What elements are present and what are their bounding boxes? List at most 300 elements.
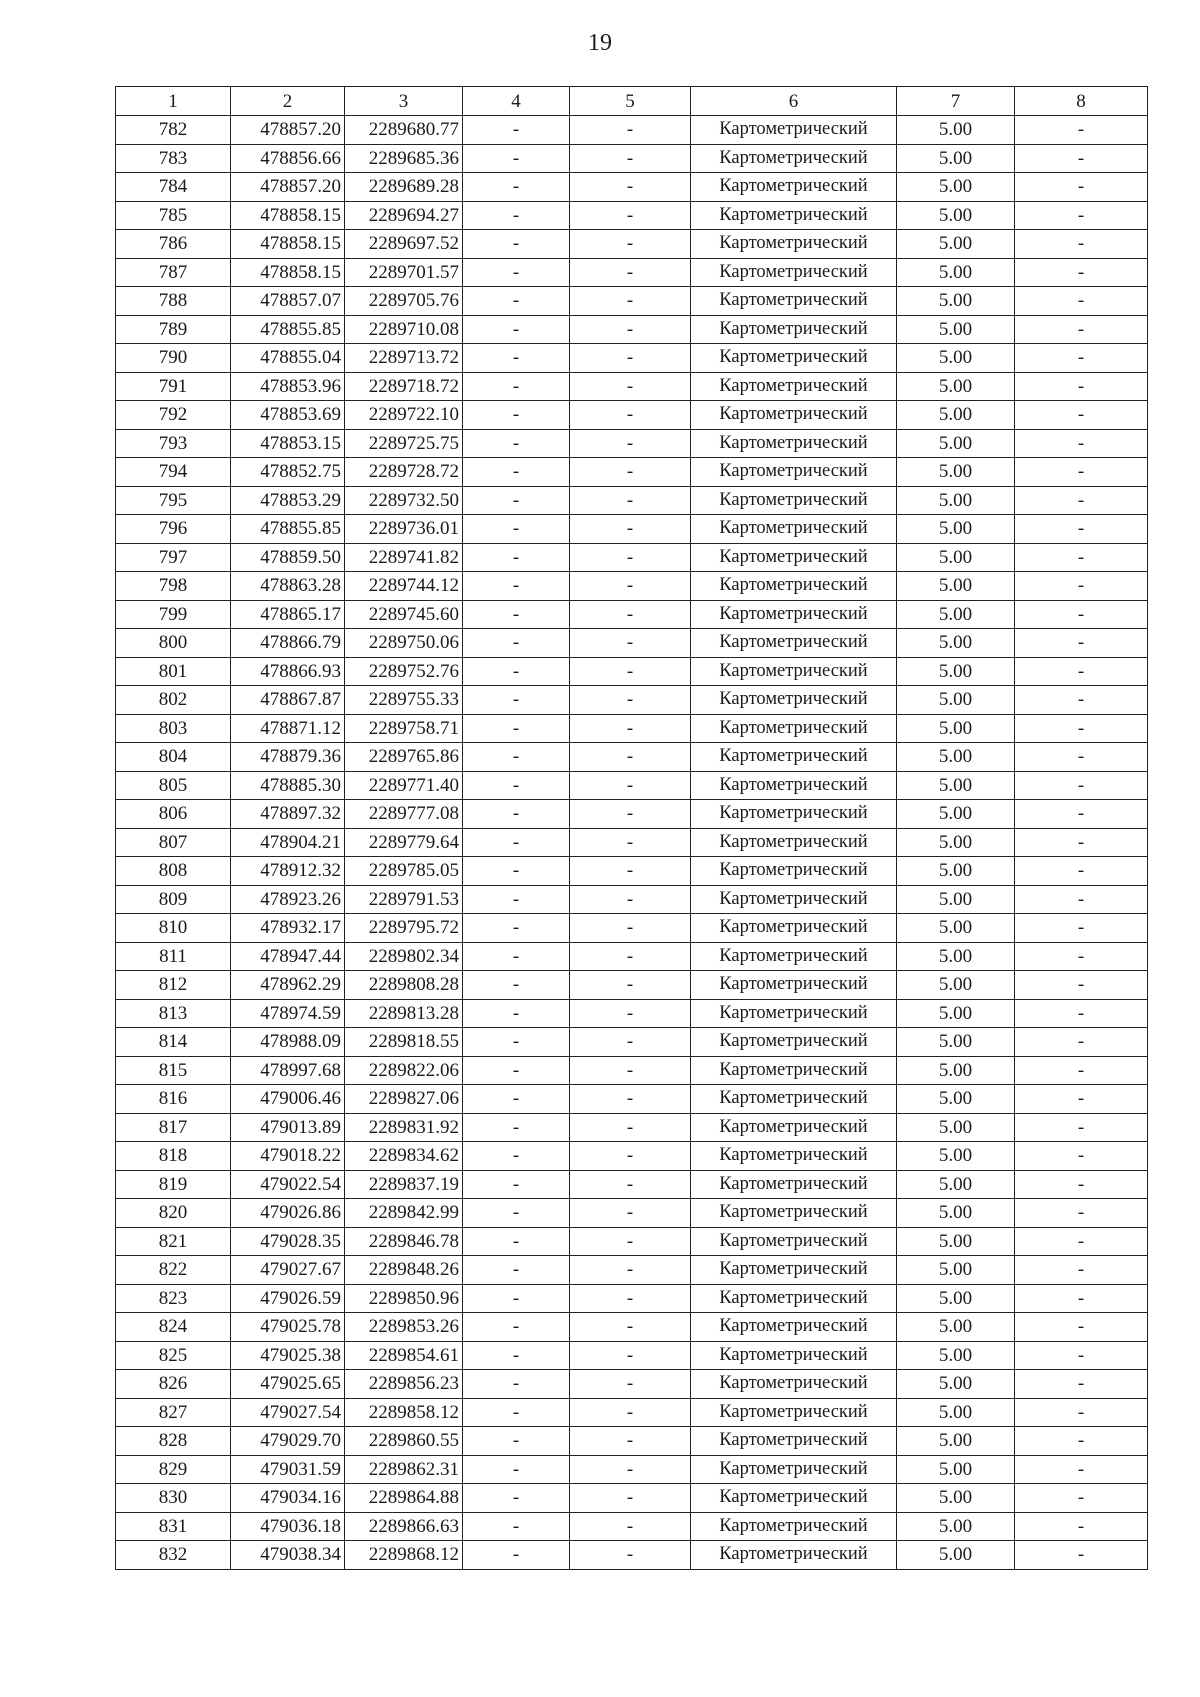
- y-coordinate-cell: 2289785.05: [345, 857, 463, 886]
- y-coordinate-cell: 2289750.06: [345, 629, 463, 658]
- x-coordinate-cell: 478855.85: [231, 515, 345, 544]
- method-cell: Картометрический: [691, 458, 897, 487]
- table-row: [116, 401, 1148, 430]
- y-coordinate-cell: 2289818.55: [345, 1028, 463, 1057]
- y-coordinate-cell: 2289732.50: [345, 486, 463, 515]
- column-8-cell: -: [1015, 657, 1148, 686]
- column-header: 4: [463, 87, 570, 116]
- y-coordinate-cell: 2289694.27: [345, 201, 463, 230]
- y-coordinate-cell: 2289868.12: [345, 1541, 463, 1570]
- point-number-cell: 817: [116, 1113, 231, 1142]
- point-number-cell: 783: [116, 144, 231, 173]
- column-8-cell: -: [1015, 743, 1148, 772]
- method-cell: Картометрический: [691, 1427, 897, 1456]
- column-8-cell: -: [1015, 629, 1148, 658]
- column-4-cell: -: [463, 914, 570, 943]
- accuracy-cell: 5.00: [897, 714, 1015, 743]
- point-number-cell: 822: [116, 1256, 231, 1285]
- column-8-cell: -: [1015, 1484, 1148, 1513]
- column-header: 7: [897, 87, 1015, 116]
- column-8-cell: -: [1015, 1113, 1148, 1142]
- method-cell: Картометрический: [691, 999, 897, 1028]
- y-coordinate-cell: 2289701.57: [345, 258, 463, 287]
- table-row: [116, 258, 1148, 287]
- column-4-cell: -: [463, 372, 570, 401]
- table-row: [116, 942, 1148, 971]
- point-number-cell: 790: [116, 344, 231, 373]
- column-4-cell: -: [463, 1085, 570, 1114]
- x-coordinate-cell: 478858.15: [231, 230, 345, 259]
- accuracy-cell: 5.00: [897, 1512, 1015, 1541]
- accuracy-cell: 5.00: [897, 885, 1015, 914]
- x-coordinate-cell: 478988.09: [231, 1028, 345, 1057]
- point-number-cell: 810: [116, 914, 231, 943]
- y-coordinate-cell: 2289728.72: [345, 458, 463, 487]
- accuracy-cell: 5.00: [897, 1313, 1015, 1342]
- x-coordinate-cell: 479027.67: [231, 1256, 345, 1285]
- column-4-cell: -: [463, 287, 570, 316]
- accuracy-cell: 5.00: [897, 1256, 1015, 1285]
- coordinates-table: [115, 86, 1148, 1570]
- table-row: [116, 344, 1148, 373]
- table-row: [116, 515, 1148, 544]
- column-header: 5: [570, 87, 691, 116]
- column-5-cell: -: [570, 629, 691, 658]
- column-8-cell: -: [1015, 828, 1148, 857]
- x-coordinate-cell: 479027.54: [231, 1398, 345, 1427]
- column-8-cell: -: [1015, 1455, 1148, 1484]
- method-cell: Картометрический: [691, 1455, 897, 1484]
- method-cell: Картометрический: [691, 344, 897, 373]
- table-row: [116, 600, 1148, 629]
- column-5-cell: -: [570, 600, 691, 629]
- y-coordinate-cell: 2289752.76: [345, 657, 463, 686]
- point-number-cell: 801: [116, 657, 231, 686]
- accuracy-cell: 5.00: [897, 686, 1015, 715]
- x-coordinate-cell: 478866.79: [231, 629, 345, 658]
- table-row: [116, 743, 1148, 772]
- x-coordinate-cell: 478853.15: [231, 429, 345, 458]
- column-5-cell: -: [570, 1398, 691, 1427]
- column-8-cell: -: [1015, 1170, 1148, 1199]
- x-coordinate-cell: 478853.69: [231, 401, 345, 430]
- column-4-cell: -: [463, 885, 570, 914]
- point-number-cell: 816: [116, 1085, 231, 1114]
- x-coordinate-cell: 478947.44: [231, 942, 345, 971]
- column-8-cell: -: [1015, 999, 1148, 1028]
- column-8-cell: -: [1015, 230, 1148, 259]
- column-5-cell: -: [570, 999, 691, 1028]
- column-4-cell: -: [463, 600, 570, 629]
- column-4-cell: -: [463, 315, 570, 344]
- y-coordinate-cell: 2289858.12: [345, 1398, 463, 1427]
- column-4-cell: -: [463, 1341, 570, 1370]
- accuracy-cell: 5.00: [897, 600, 1015, 629]
- column-5-cell: -: [570, 857, 691, 886]
- accuracy-cell: 5.00: [897, 1455, 1015, 1484]
- column-5-cell: -: [570, 1113, 691, 1142]
- column-5-cell: -: [570, 429, 691, 458]
- table-row: [116, 572, 1148, 601]
- y-coordinate-cell: 2289725.75: [345, 429, 463, 458]
- method-cell: Картометрический: [691, 1398, 897, 1427]
- column-5-cell: -: [570, 486, 691, 515]
- method-cell: Картометрический: [691, 1284, 897, 1313]
- accuracy-cell: 5.00: [897, 999, 1015, 1028]
- table-body: [116, 116, 1148, 1570]
- accuracy-cell: 5.00: [897, 971, 1015, 1000]
- accuracy-cell: 5.00: [897, 287, 1015, 316]
- method-cell: Картометрический: [691, 1142, 897, 1171]
- y-coordinate-cell: 2289745.60: [345, 600, 463, 629]
- column-4-cell: -: [463, 857, 570, 886]
- method-cell: Картометрический: [691, 857, 897, 886]
- column-8-cell: -: [1015, 287, 1148, 316]
- column-5-cell: -: [570, 144, 691, 173]
- point-number-cell: 806: [116, 800, 231, 829]
- point-number-cell: 789: [116, 315, 231, 344]
- column-8-cell: -: [1015, 429, 1148, 458]
- column-4-cell: -: [463, 657, 570, 686]
- x-coordinate-cell: 478904.21: [231, 828, 345, 857]
- table-row: [116, 914, 1148, 943]
- point-number-cell: 811: [116, 942, 231, 971]
- column-8-cell: -: [1015, 572, 1148, 601]
- column-5-cell: -: [570, 372, 691, 401]
- column-8-cell: -: [1015, 857, 1148, 886]
- method-cell: Картометрический: [691, 971, 897, 1000]
- method-cell: Картометрический: [691, 1028, 897, 1057]
- table-row: [116, 1142, 1148, 1171]
- point-number-cell: 831: [116, 1512, 231, 1541]
- table-row: [116, 144, 1148, 173]
- column-8-cell: -: [1015, 372, 1148, 401]
- column-8-cell: -: [1015, 1142, 1148, 1171]
- y-coordinate-cell: 2289736.01: [345, 515, 463, 544]
- x-coordinate-cell: 479026.59: [231, 1284, 345, 1313]
- table-row: [116, 1427, 1148, 1456]
- column-5-cell: -: [570, 401, 691, 430]
- column-header: 3: [345, 87, 463, 116]
- column-5-cell: -: [570, 1341, 691, 1370]
- point-number-cell: 805: [116, 771, 231, 800]
- y-coordinate-cell: 2289827.06: [345, 1085, 463, 1114]
- column-5-cell: -: [570, 1227, 691, 1256]
- column-4-cell: -: [463, 1284, 570, 1313]
- y-coordinate-cell: 2289846.78: [345, 1227, 463, 1256]
- column-4-cell: -: [463, 1142, 570, 1171]
- column-4-cell: -: [463, 572, 570, 601]
- y-coordinate-cell: 2289779.64: [345, 828, 463, 857]
- x-coordinate-cell: 478879.36: [231, 743, 345, 772]
- method-cell: Картометрический: [691, 714, 897, 743]
- accuracy-cell: 5.00: [897, 515, 1015, 544]
- column-4-cell: -: [463, 800, 570, 829]
- point-number-cell: 804: [116, 743, 231, 772]
- table-row: [116, 1056, 1148, 1085]
- point-number-cell: 812: [116, 971, 231, 1000]
- column-4-cell: -: [463, 1541, 570, 1570]
- x-coordinate-cell: 478962.29: [231, 971, 345, 1000]
- y-coordinate-cell: 2289808.28: [345, 971, 463, 1000]
- column-8-cell: -: [1015, 1541, 1148, 1570]
- column-4-cell: -: [463, 486, 570, 515]
- point-number-cell: 813: [116, 999, 231, 1028]
- y-coordinate-cell: 2289837.19: [345, 1170, 463, 1199]
- y-coordinate-cell: 2289710.08: [345, 315, 463, 344]
- x-coordinate-cell: 479028.35: [231, 1227, 345, 1256]
- accuracy-cell: 5.00: [897, 201, 1015, 230]
- y-coordinate-cell: 2289856.23: [345, 1370, 463, 1399]
- point-number-cell: 803: [116, 714, 231, 743]
- accuracy-cell: 5.00: [897, 1398, 1015, 1427]
- method-cell: Картометрический: [691, 1199, 897, 1228]
- point-number-cell: 808: [116, 857, 231, 886]
- x-coordinate-cell: 478932.17: [231, 914, 345, 943]
- column-4-cell: -: [463, 429, 570, 458]
- x-coordinate-cell: 478858.15: [231, 201, 345, 230]
- method-cell: Картометрический: [691, 429, 897, 458]
- method-cell: Картометрический: [691, 686, 897, 715]
- x-coordinate-cell: 479013.89: [231, 1113, 345, 1142]
- accuracy-cell: 5.00: [897, 1142, 1015, 1171]
- method-cell: Картометрический: [691, 771, 897, 800]
- y-coordinate-cell: 2289813.28: [345, 999, 463, 1028]
- y-coordinate-cell: 2289862.31: [345, 1455, 463, 1484]
- column-5-cell: -: [570, 1170, 691, 1199]
- method-cell: Картометрический: [691, 201, 897, 230]
- column-5-cell: -: [570, 258, 691, 287]
- accuracy-cell: 5.00: [897, 800, 1015, 829]
- accuracy-cell: 5.00: [897, 1370, 1015, 1399]
- x-coordinate-cell: 478857.20: [231, 116, 345, 145]
- column-4-cell: -: [463, 458, 570, 487]
- point-number-cell: 807: [116, 828, 231, 857]
- point-number-cell: 784: [116, 173, 231, 202]
- table-row: [116, 1199, 1148, 1228]
- table-row: [116, 657, 1148, 686]
- column-8-cell: -: [1015, 1370, 1148, 1399]
- x-coordinate-cell: 479031.59: [231, 1455, 345, 1484]
- method-cell: Картометрический: [691, 942, 897, 971]
- column-5-cell: -: [570, 458, 691, 487]
- x-coordinate-cell: 478855.04: [231, 344, 345, 373]
- accuracy-cell: 5.00: [897, 1484, 1015, 1513]
- column-5-cell: -: [570, 515, 691, 544]
- column-5-cell: -: [570, 1256, 691, 1285]
- table-row: [116, 686, 1148, 715]
- method-cell: Картометрический: [691, 258, 897, 287]
- method-cell: Картометрический: [691, 1484, 897, 1513]
- column-4-cell: -: [463, 714, 570, 743]
- column-4-cell: -: [463, 942, 570, 971]
- x-coordinate-cell: 479025.38: [231, 1341, 345, 1370]
- accuracy-cell: 5.00: [897, 1199, 1015, 1228]
- column-5-cell: -: [570, 657, 691, 686]
- column-4-cell: -: [463, 1484, 570, 1513]
- point-number-cell: 827: [116, 1398, 231, 1427]
- accuracy-cell: 5.00: [897, 458, 1015, 487]
- column-5-cell: -: [570, 173, 691, 202]
- table-header-row: [116, 87, 1148, 116]
- column-5-cell: -: [570, 828, 691, 857]
- accuracy-cell: 5.00: [897, 1284, 1015, 1313]
- method-cell: Картометрический: [691, 629, 897, 658]
- method-cell: Картометрический: [691, 743, 897, 772]
- y-coordinate-cell: 2289866.63: [345, 1512, 463, 1541]
- column-5-cell: -: [570, 885, 691, 914]
- column-8-cell: -: [1015, 800, 1148, 829]
- x-coordinate-cell: 479006.46: [231, 1085, 345, 1114]
- table-row: [116, 372, 1148, 401]
- method-cell: Картометрический: [691, 1056, 897, 1085]
- column-5-cell: -: [570, 914, 691, 943]
- table-row: [116, 800, 1148, 829]
- point-number-cell: 823: [116, 1284, 231, 1313]
- y-coordinate-cell: 2289822.06: [345, 1056, 463, 1085]
- point-number-cell: 826: [116, 1370, 231, 1399]
- column-5-cell: -: [570, 1512, 691, 1541]
- point-number-cell: 794: [116, 458, 231, 487]
- method-cell: Картометрический: [691, 1313, 897, 1342]
- method-cell: Картометрический: [691, 1512, 897, 1541]
- column-4-cell: -: [463, 201, 570, 230]
- x-coordinate-cell: 478856.66: [231, 144, 345, 173]
- point-number-cell: 830: [116, 1484, 231, 1513]
- x-coordinate-cell: 479026.86: [231, 1199, 345, 1228]
- column-4-cell: -: [463, 1313, 570, 1342]
- column-8-cell: -: [1015, 116, 1148, 145]
- table-row: [116, 1085, 1148, 1114]
- accuracy-cell: 5.00: [897, 743, 1015, 772]
- point-number-cell: 832: [116, 1541, 231, 1570]
- table-row: [116, 629, 1148, 658]
- column-4-cell: -: [463, 1227, 570, 1256]
- method-cell: Картометрический: [691, 173, 897, 202]
- table-row: [116, 173, 1148, 202]
- point-number-cell: 828: [116, 1427, 231, 1456]
- accuracy-cell: 5.00: [897, 828, 1015, 857]
- column-8-cell: -: [1015, 914, 1148, 943]
- y-coordinate-cell: 2289842.99: [345, 1199, 463, 1228]
- accuracy-cell: 5.00: [897, 258, 1015, 287]
- x-coordinate-cell: 478859.50: [231, 543, 345, 572]
- column-8-cell: -: [1015, 543, 1148, 572]
- method-cell: Картометрический: [691, 1370, 897, 1399]
- point-number-cell: 791: [116, 372, 231, 401]
- column-4-cell: -: [463, 1056, 570, 1085]
- column-4-cell: -: [463, 258, 570, 287]
- column-5-cell: -: [570, 1370, 691, 1399]
- column-4-cell: -: [463, 344, 570, 373]
- column-header: 1: [116, 87, 231, 116]
- y-coordinate-cell: 2289854.61: [345, 1341, 463, 1370]
- point-number-cell: 809: [116, 885, 231, 914]
- column-5-cell: -: [570, 116, 691, 145]
- column-5-cell: -: [570, 287, 691, 316]
- accuracy-cell: 5.00: [897, 914, 1015, 943]
- point-number-cell: 825: [116, 1341, 231, 1370]
- point-number-cell: 796: [116, 515, 231, 544]
- method-cell: Картометрический: [691, 287, 897, 316]
- column-5-cell: -: [570, 771, 691, 800]
- point-number-cell: 819: [116, 1170, 231, 1199]
- column-8-cell: -: [1015, 885, 1148, 914]
- column-8-cell: -: [1015, 515, 1148, 544]
- column-8-cell: -: [1015, 401, 1148, 430]
- method-cell: Картометрический: [691, 885, 897, 914]
- column-8-cell: -: [1015, 344, 1148, 373]
- column-8-cell: -: [1015, 201, 1148, 230]
- y-coordinate-cell: 2289795.72: [345, 914, 463, 943]
- column-4-cell: -: [463, 1370, 570, 1399]
- y-coordinate-cell: 2289697.52: [345, 230, 463, 259]
- y-coordinate-cell: 2289755.33: [345, 686, 463, 715]
- x-coordinate-cell: 479025.78: [231, 1313, 345, 1342]
- column-4-cell: -: [463, 1170, 570, 1199]
- column-4-cell: -: [463, 230, 570, 259]
- accuracy-cell: 5.00: [897, 1541, 1015, 1570]
- point-number-cell: 782: [116, 116, 231, 145]
- method-cell: Картометрический: [691, 600, 897, 629]
- column-8-cell: -: [1015, 1512, 1148, 1541]
- accuracy-cell: 5.00: [897, 857, 1015, 886]
- point-number-cell: 802: [116, 686, 231, 715]
- accuracy-cell: 5.00: [897, 942, 1015, 971]
- point-number-cell: 786: [116, 230, 231, 259]
- accuracy-cell: 5.00: [897, 401, 1015, 430]
- table-row: [116, 857, 1148, 886]
- x-coordinate-cell: 478852.75: [231, 458, 345, 487]
- column-4-cell: -: [463, 401, 570, 430]
- table-row: [116, 429, 1148, 458]
- accuracy-cell: 5.00: [897, 372, 1015, 401]
- accuracy-cell: 5.00: [897, 1056, 1015, 1085]
- y-coordinate-cell: 2289689.28: [345, 173, 463, 202]
- column-8-cell: -: [1015, 173, 1148, 202]
- accuracy-cell: 5.00: [897, 344, 1015, 373]
- column-4-cell: -: [463, 1398, 570, 1427]
- column-8-cell: -: [1015, 1199, 1148, 1228]
- table-row: [116, 1284, 1148, 1313]
- table-row: [116, 116, 1148, 145]
- accuracy-cell: 5.00: [897, 629, 1015, 658]
- method-cell: Картометрический: [691, 543, 897, 572]
- column-5-cell: -: [570, 543, 691, 572]
- method-cell: Картометрический: [691, 401, 897, 430]
- y-coordinate-cell: 2289802.34: [345, 942, 463, 971]
- accuracy-cell: 5.00: [897, 1028, 1015, 1057]
- accuracy-cell: 5.00: [897, 1427, 1015, 1456]
- method-cell: Картометрический: [691, 486, 897, 515]
- method-cell: Картометрический: [691, 1113, 897, 1142]
- point-number-cell: 787: [116, 258, 231, 287]
- column-8-cell: -: [1015, 771, 1148, 800]
- page-number: 19: [588, 30, 612, 56]
- x-coordinate-cell: 478912.32: [231, 857, 345, 886]
- column-5-cell: -: [570, 572, 691, 601]
- point-number-cell: 800: [116, 629, 231, 658]
- x-coordinate-cell: 479022.54: [231, 1170, 345, 1199]
- column-header: 6: [691, 87, 897, 116]
- y-coordinate-cell: 2289741.82: [345, 543, 463, 572]
- column-4-cell: -: [463, 116, 570, 145]
- y-coordinate-cell: 2289864.88: [345, 1484, 463, 1513]
- table-row: [116, 771, 1148, 800]
- table-row: [116, 885, 1148, 914]
- method-cell: Картометрический: [691, 1170, 897, 1199]
- table-row: [116, 1455, 1148, 1484]
